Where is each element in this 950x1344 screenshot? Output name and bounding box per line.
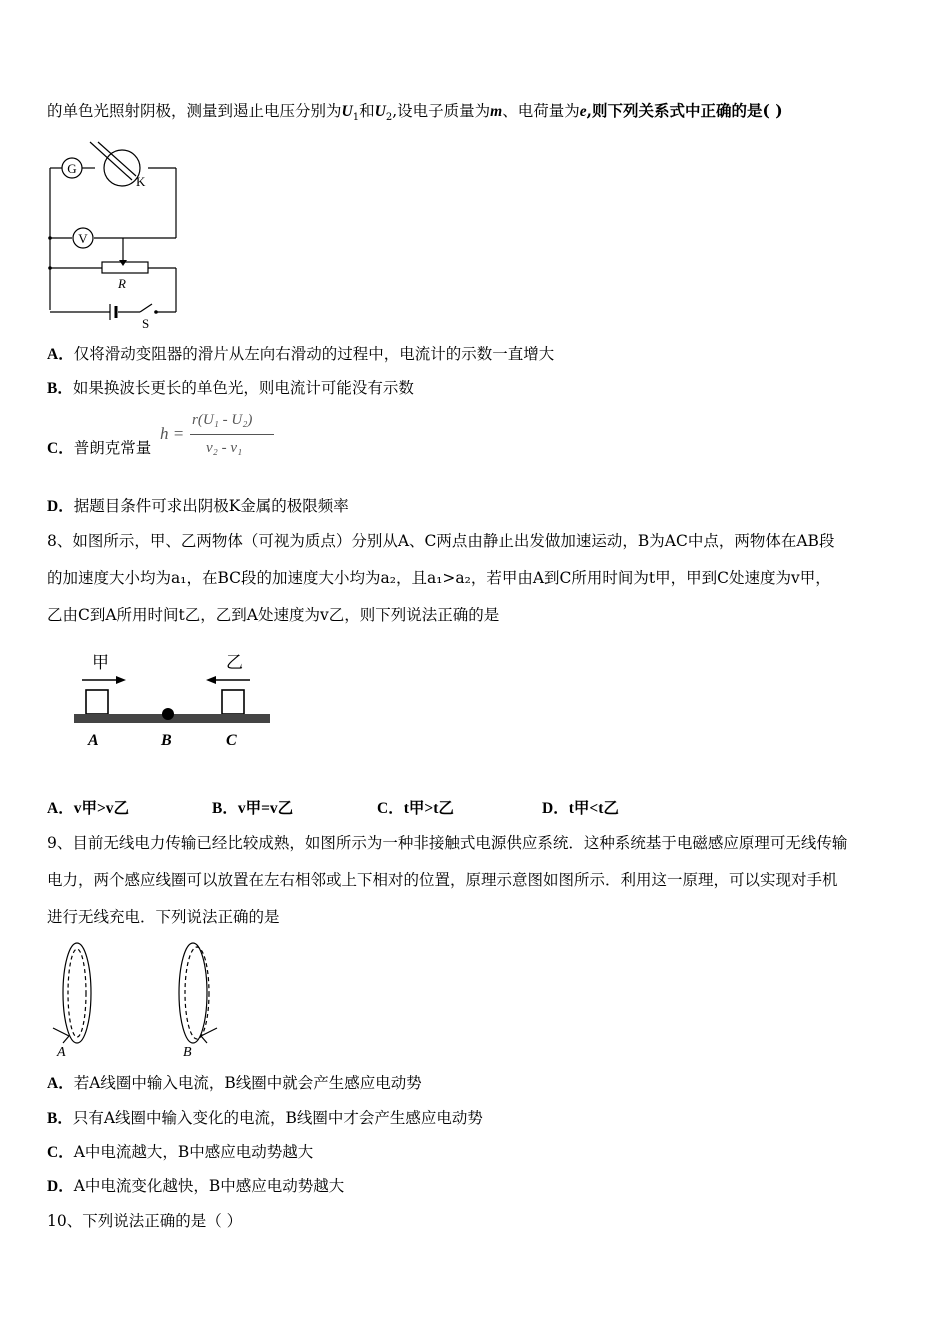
q7-sub: 1 <box>352 112 360 124</box>
point-b <box>162 708 174 720</box>
q8-line-2: 的加速度大小均为a₁，在BC段的加速度大小均为a₂，且a₁>a₂，若甲由A到C所用时间为t甲，甲到C处速度为v甲， <box>47 569 831 587</box>
label-s: S <box>142 316 150 331</box>
option-label: B． <box>47 380 73 397</box>
option-text: A中电流越大，B中感应电动势越大 <box>73 1143 314 1161</box>
label-r: R <box>118 276 126 291</box>
label-v: V <box>78 231 88 246</box>
option-label: B． <box>212 800 238 817</box>
coil-b <box>179 943 207 1043</box>
option-label: C． <box>47 440 74 457</box>
q7-var-e: e <box>579 103 587 120</box>
q7-option-b[interactable] <box>47 377 414 400</box>
q9-line-2: 电力，两个感应线圈可以放置在左右相邻或上下相对的位置，原理示意图如图所示．利用这一原理，可以实现对手机 <box>47 871 838 889</box>
arrow-left-icon <box>206 676 216 684</box>
label-c: C <box>226 732 237 749</box>
label-b: B <box>161 732 172 749</box>
option-label: A． <box>47 800 74 817</box>
q7-stem-part: 和 <box>359 102 375 120</box>
option-label: D． <box>47 1178 74 1195</box>
label-coil-a: A <box>57 1045 66 1060</box>
option-label: C． <box>377 800 404 817</box>
q7-stem-part: 的单色光照射阴极，测量到遏止电压分别为 <box>47 102 342 120</box>
option-label: A． <box>47 1075 74 1092</box>
q8-line-3: 乙由C到A所用时间t乙，乙到A处速度为v乙，则下列说法正确的是 <box>47 606 500 624</box>
q8-line-1: 8、如图所示，甲、乙两物体（可视为质点）分别从A、C两点由静止出发做加速运动，B为AC中点，两物体在AB段 <box>47 532 835 550</box>
label-yi: 乙 <box>226 653 243 672</box>
formula-numerator: r(U₁ - U₂) <box>192 412 253 428</box>
q7-stem <box>47 100 783 129</box>
q7-stem-part: 、电荷量为 <box>502 102 580 120</box>
q8-option-c[interactable] <box>377 797 542 820</box>
option-text: 若A线圈中输入电流，B线圈中就会产生感应电动势 <box>73 1074 422 1092</box>
q8-motion-figure <box>70 648 275 750</box>
coil-a <box>63 943 91 1043</box>
q8-options <box>47 797 619 820</box>
option-label: B． <box>47 1110 73 1127</box>
block-jia <box>86 690 108 714</box>
q7-var-u: U <box>341 103 353 120</box>
option-text: 据题目条件可求出阴极K金属的极限频率 <box>73 497 349 515</box>
option-text: t甲<t乙 <box>568 800 619 817</box>
q7-option-d[interactable] <box>47 495 349 518</box>
q7-sub: 2 <box>385 112 393 124</box>
option-label: A． <box>47 346 74 363</box>
q7-var-m: m <box>490 103 503 120</box>
q8-option-a[interactable] <box>47 797 212 820</box>
q7-var-u: U <box>374 103 386 120</box>
q9-coil-figure <box>45 938 225 1063</box>
fraction-bar <box>190 434 274 435</box>
q7-option-a[interactable] <box>47 343 554 366</box>
label-jia: 甲 <box>92 653 109 672</box>
label-k: K <box>136 174 146 189</box>
option-text: 只有A线圈中输入变化的电流，B线圈中才会产生感应电动势 <box>72 1109 483 1127</box>
q9-option-a[interactable] <box>47 1072 422 1095</box>
option-text: A中电流变化越快，B中感应电动势越大 <box>73 1177 345 1195</box>
planck-formula <box>160 412 280 464</box>
label-coil-b: B <box>183 1045 192 1060</box>
block-yi <box>222 690 244 714</box>
q8-option-d[interactable] <box>542 797 619 820</box>
q9-option-b[interactable] <box>47 1107 483 1130</box>
option-text: 仅将滑动变阻器的滑片从左向右滑动的过程中，电流计的示数一直增大 <box>73 345 555 363</box>
option-label: C． <box>47 1144 74 1161</box>
q9-line-1: 9、目前无线电力传输已经比较成熟，如图所示为一种非接触式电源供应系统．这种系统基于电磁感应原理可无线传输 <box>47 834 848 852</box>
q10-stem: 10、下列说法正确的是（ ） <box>47 1212 243 1230</box>
option-text: v甲=v乙 <box>237 800 294 817</box>
option-text: 如果换波长更长的单色光，则电流计可能没有示数 <box>72 379 414 397</box>
q9-option-c[interactable] <box>47 1141 313 1164</box>
label-a: A <box>88 732 99 749</box>
q7-option-c[interactable] <box>47 437 151 460</box>
arrow-right-icon <box>116 676 126 684</box>
label-g: G <box>67 161 77 176</box>
option-label: D． <box>47 498 74 515</box>
option-text: 普朗克常量 <box>73 439 152 457</box>
option-text: t甲>t乙 <box>403 800 454 817</box>
option-label: D． <box>542 800 569 817</box>
formula-denominator: ν₂ - ν₁ <box>206 440 243 456</box>
formula-lhs: h = <box>160 424 185 443</box>
q8-option-b[interactable] <box>212 797 377 820</box>
q9-option-d[interactable] <box>47 1175 344 1198</box>
q9-line-3: 进行无线充电．下列说法正确的是 <box>47 908 280 926</box>
q7-stem-part: ,则下列关系式中正确的是( ) <box>586 101 783 120</box>
option-text: v甲>v乙 <box>73 800 130 817</box>
q7-stem-part: ,设电子质量为 <box>392 102 491 120</box>
q7-circuit-figure <box>40 140 190 335</box>
